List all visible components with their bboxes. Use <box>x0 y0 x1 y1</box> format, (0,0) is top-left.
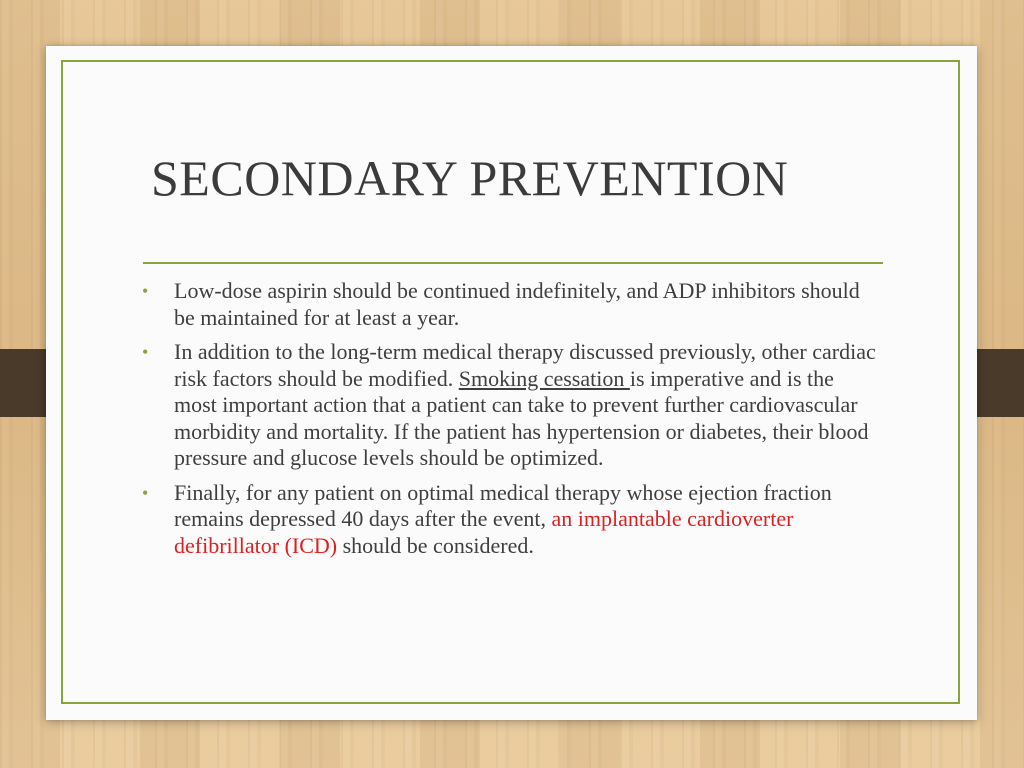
bullet-dot-icon: • <box>142 281 149 301</box>
bullet-item-risk-factors <box>136 339 876 472</box>
bullet-text-after: is imperative and is the most important action that a patient can take to prevent further cardiovascular morbidity and mortality. If the patient has hypertension or diabetes, their blood pressure and glucose levels should be optimized. <box>174 365 869 470</box>
bullet-text-before: Finally, for any patient on optimal medical therapy whose ejection fraction remains depressed 40 days after the event, <box>174 479 832 531</box>
smoking-cessation-link[interactable]: Smoking cessation <box>458 365 630 391</box>
title-divider <box>143 262 883 264</box>
bullet-text-before: In addition to the long-term medical therapy discussed previously, other cardiac risk factors should be modified. <box>174 339 876 391</box>
bullet-dot-icon: • <box>142 342 149 362</box>
icd-highlight-text: an implantable cardioverter defibrillator (ICD) <box>174 506 794 558</box>
bullet-text-after: should be considered. <box>337 532 534 558</box>
bullet-item-aspirin <box>136 278 876 331</box>
slide-title: SECONDARY PREVENTION <box>151 150 789 206</box>
bullet-text: Low-dose aspirin should be continued indefinitely, and ADP inhibitors should be maintained for at least a year. <box>174 278 860 330</box>
bullet-item-icd <box>136 480 876 560</box>
bullet-dot-icon: • <box>142 482 149 503</box>
slide-card <box>46 46 977 720</box>
bullet-list <box>136 278 876 567</box>
